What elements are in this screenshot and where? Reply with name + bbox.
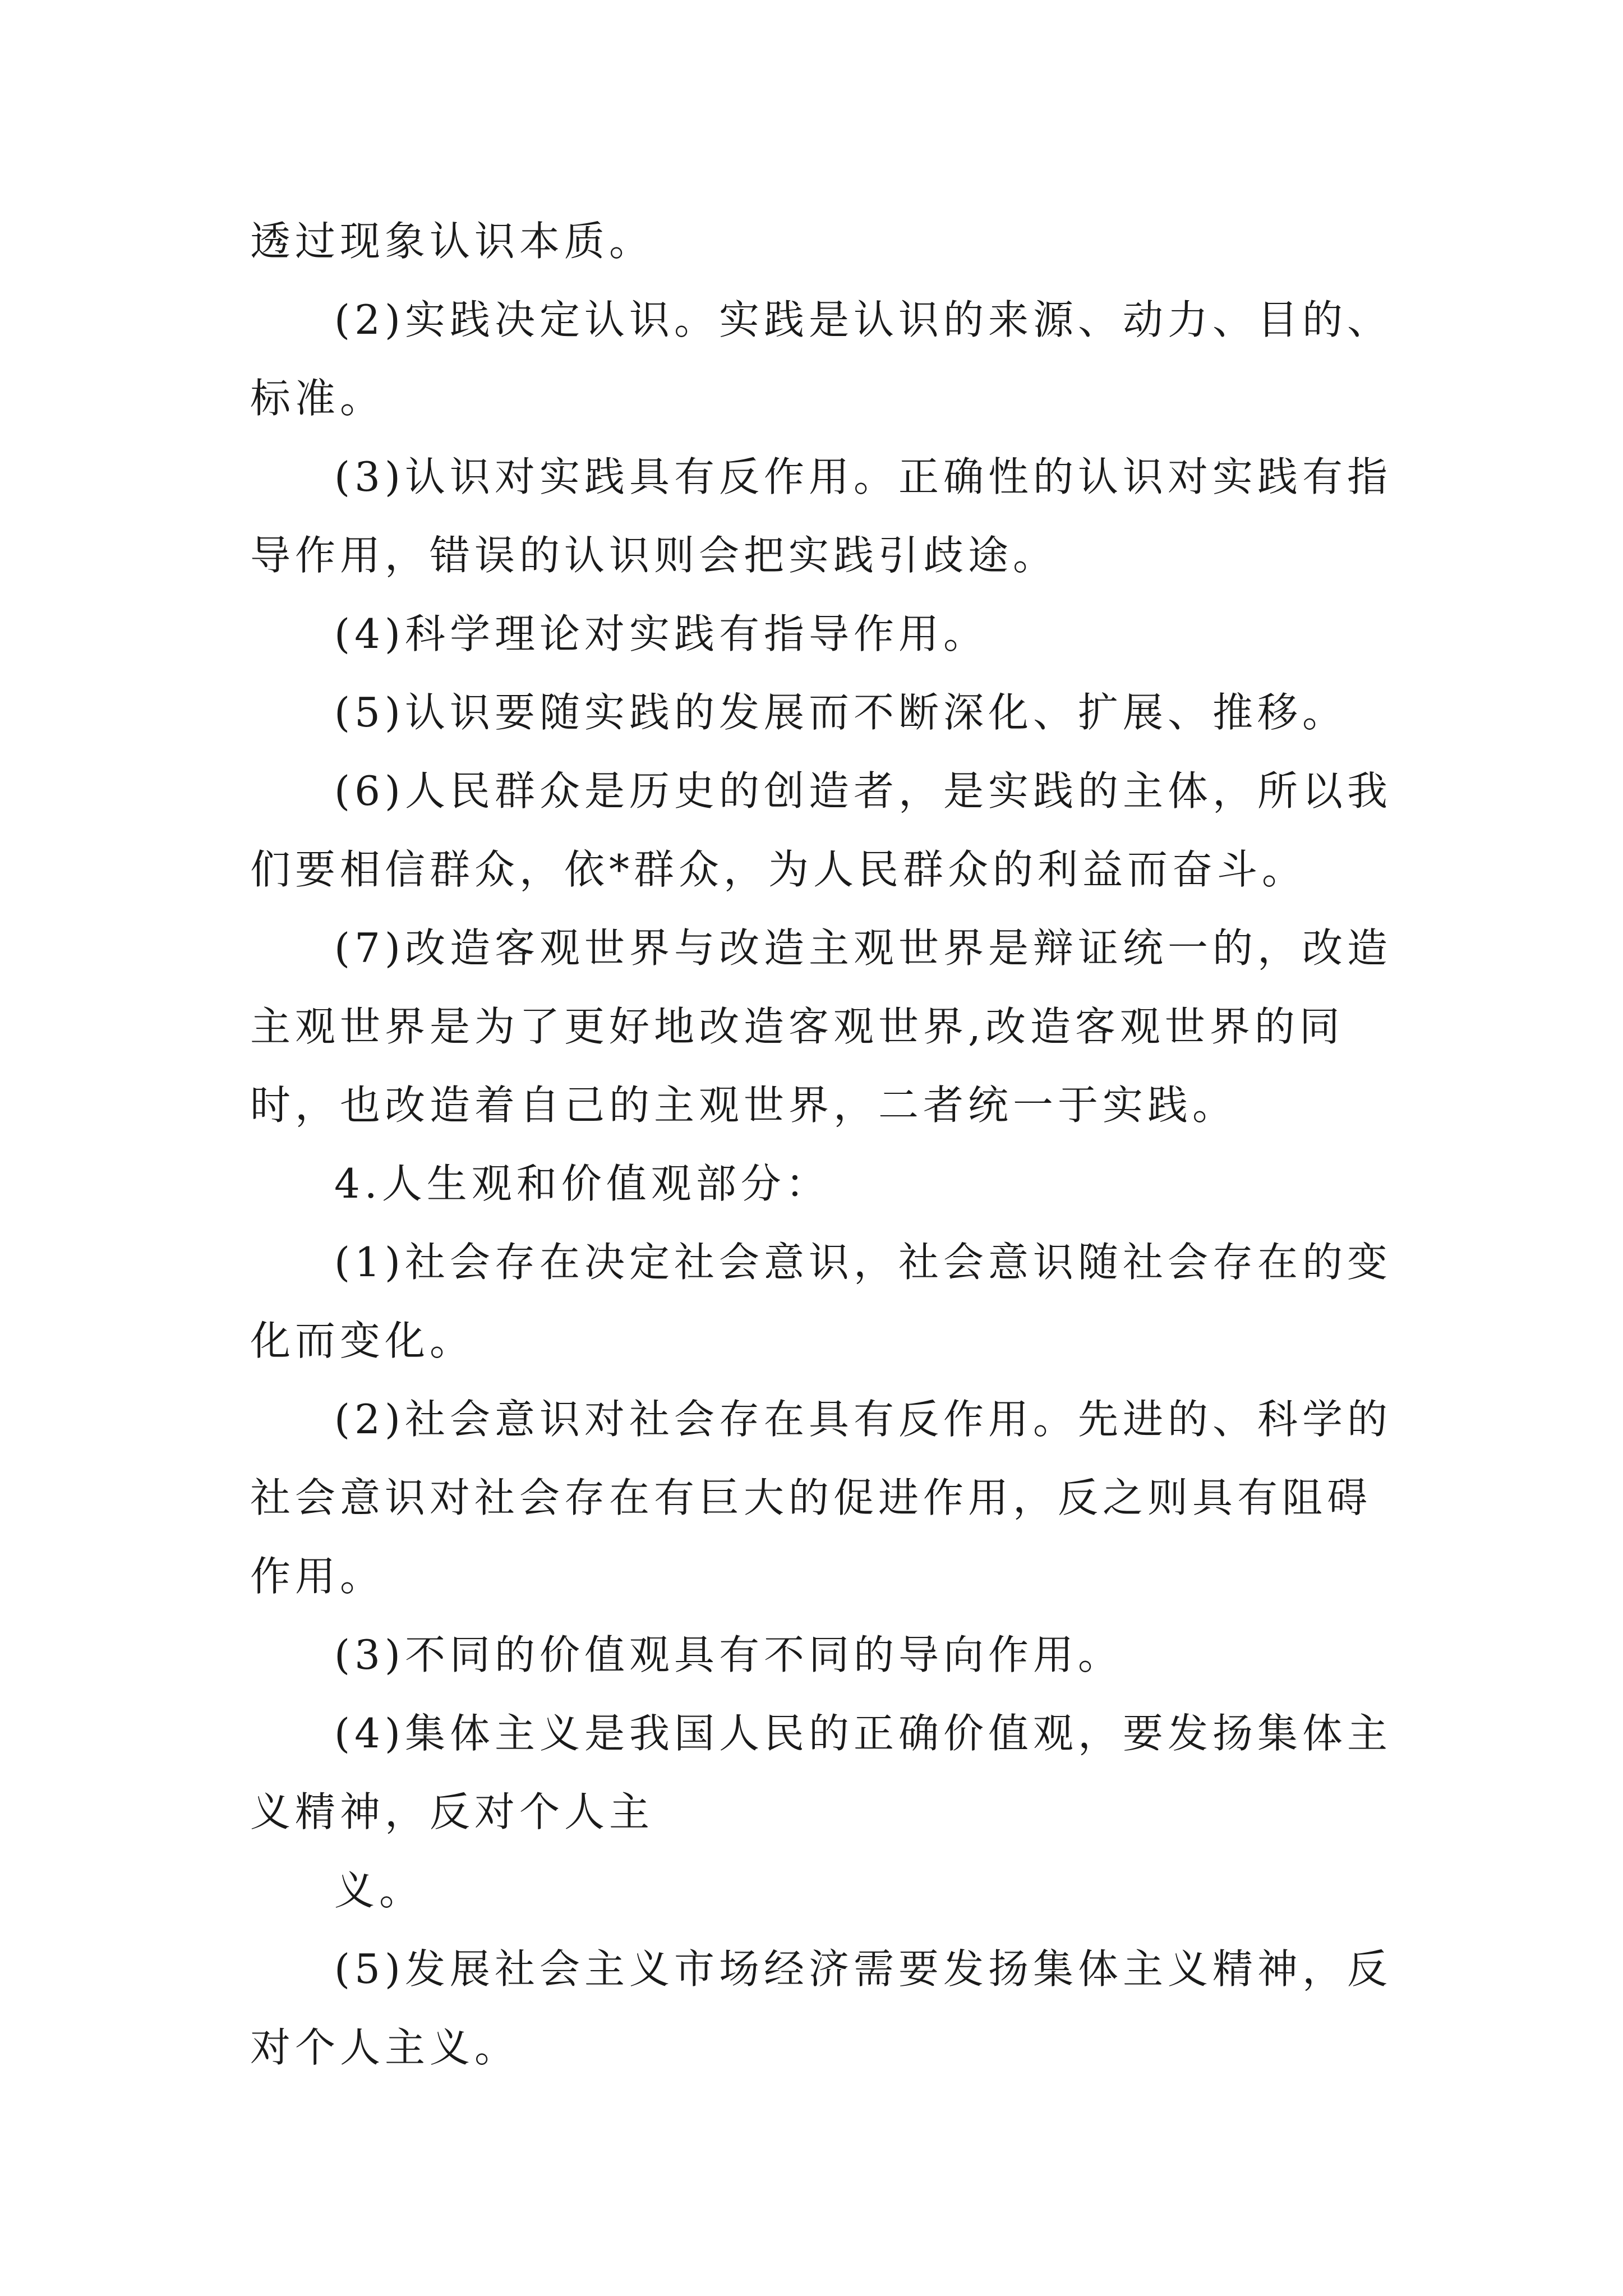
paragraph-4: (4)科学理论对实践有指导作用。 <box>334 610 988 657</box>
paragraph-12: (4)集体主义是我国人民的正确价值观，要发扬集体主义精神，反对个人主 <box>250 1710 1392 1835</box>
paragraph-14: (5)发展社会主义市场经济需要发扬集体主义精神，反对个人主义。 <box>250 1945 1392 2071</box>
paragraph-6: (6)人民群众是历史的创造者，是实践的主体，所以我们要相信群众，依*群众，为人民群众的利益而奋斗。 <box>250 767 1392 893</box>
paragraph-2: (2)实践决定认识。实践是认识的来源、动力、目的、标准。 <box>250 296 1392 422</box>
paragraph-13: 义。 <box>334 1867 425 1914</box>
paragraph-10: (2)社会意识对社会存在具有反作用。先进的、科学的社会意识对社会存在有巨大的促进作用，反之则具有阻碍作用。 <box>250 1396 1392 1600</box>
paragraph-1: 透过现象认识本质。 <box>250 218 654 265</box>
paragraph-3: (3)认识对实践具有反作用。正确性的认识对实践有指导作用，错误的认识则会把实践引歧途。 <box>250 453 1392 579</box>
paragraph-7: (7)改造客观世界与改造主观世界是辩证统一的，改造主观世界是为了更好地改造客观世界,改造客观世界的同时，也改造着自己的主观世界，二者统一于实践。 <box>250 924 1392 1129</box>
paragraph-9: (1)社会存在决定社会意识，社会意识随社会存在的变化而变化。 <box>250 1239 1392 1364</box>
paragraph-5: (5)认识要随实践的发展而不断深化、扩展、推移。 <box>334 689 1347 736</box>
document-body <box>250 202 1394 2087</box>
section-heading: 4.人生观和价值观部分： <box>334 1160 831 1207</box>
paragraph-11: (3)不同的价值观具有不同的导向作用。 <box>334 1631 1123 1678</box>
